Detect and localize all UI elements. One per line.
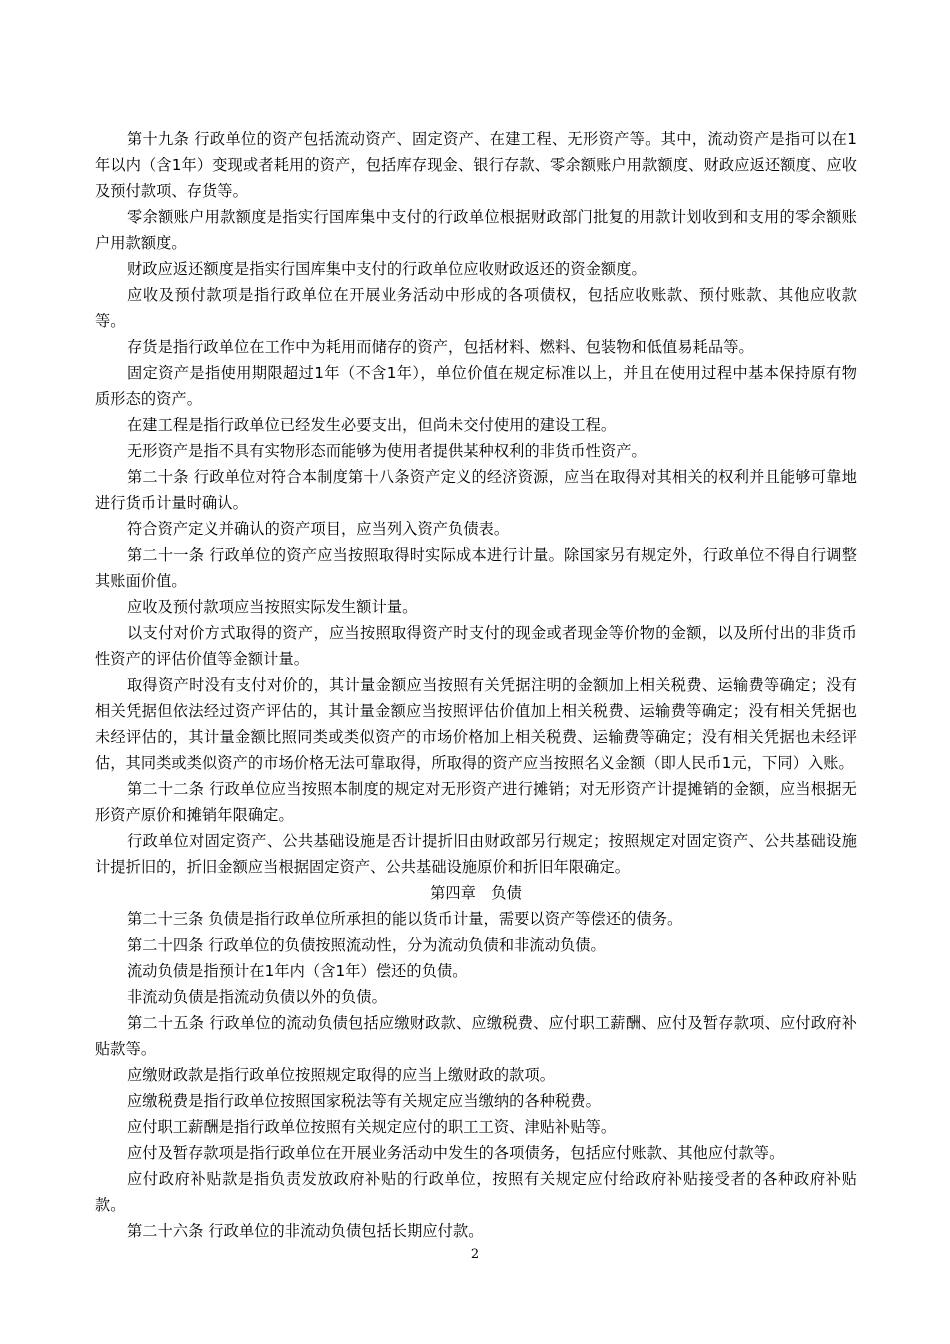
paragraph: 应付政府补贴款是指负责发放政府补贴的行政单位，按照有关规定应付给政府补贴接受者的各种政府补贴款。 (95, 1170, 857, 1214)
paragraph: 第二十四条 行政单位的负债按照流动性，分为流动负债和非流动负债。 (127, 936, 606, 954)
paragraph: 存货是指行政单位在工作中为耗用而储存的资产，包括材料、燃料、包装物和低值易耗品等。 (127, 338, 754, 356)
paragraph: 第二十三条 负债是指行政单位所承担的能以货币计量，需要以资产等偿还的债务。 (127, 910, 683, 928)
paragraph: 第二十条 行政单位对符合本制度第十八条资产定义的经济资源，应当在取得对其相关的权利并且能够可靠地进行货币计量时确认。 (95, 468, 857, 512)
paragraph: 以支付对价方式取得的资产，应当按照取得资产时支付的现金或者现金等价物的金额，以及所付出的非货币性资产的评估价值等金额计量。 (95, 624, 857, 668)
paragraph: 行政单位对固定资产、公共基础设施是否计提折旧由财政部另行规定；按照规定对固定资产、公共基础设施计提折旧的，折旧金额应当根据固定资产、公共基础设施原价和折旧年限确定。 (95, 832, 857, 876)
paragraph: 应收及预付款项应当按照实际发生额计量。 (127, 598, 418, 616)
paragraph: 应收及预付款项是指行政单位在开展业务活动中形成的各项债权，包括应收账款、预付账款、其他应收款等。 (95, 286, 857, 330)
paragraph: 第二十五条 行政单位的流动负债包括应缴财政款、应缴税费、应付职工薪酬、应付及暂存款项、应付政府补贴款等。 (95, 1014, 857, 1058)
paragraph: 流动负债是指预计在1年内（含1年）偿还的负债。 (127, 962, 468, 980)
paragraph: 应缴税费是指行政单位按照国家税法等有关规定应当缴纳的各种税费。 (127, 1092, 601, 1110)
paragraph: 财政应返还额度是指实行国库集中支付的行政单位应收财政返还的资金额度。 (127, 260, 647, 278)
paragraph: 在建工程是指行政单位已经发生必要支出，但尚未交付使用的建设工程。 (127, 416, 617, 434)
paragraph: 符合资产定义并确认的资产项目，应当列入资产负债表。 (127, 520, 510, 538)
paragraph: 非流动负债是指流动负债以外的负债。 (127, 988, 387, 1006)
paragraph: 应付及暂存款项是指行政单位在开展业务活动中发生的各项债务，包括应付账款、其他应付款等。 (127, 1144, 785, 1162)
paragraph: 应付职工薪酬是指行政单位按照有关规定应付的职工工资、津贴补贴等。 (127, 1118, 617, 1136)
paragraph: 固定资产是指使用期限超过1年（不含1年），单位价值在规定标准以上，并且在使用过程中基本保持原有物质形态的资产。 (95, 364, 857, 408)
paragraph: 应缴财政款是指行政单位按照规定取得的应当上缴财政的款项。 (127, 1066, 556, 1084)
paragraph: 取得资产时没有支付对价的，其计量金额应当按照有关凭据注明的金额加上相关税费、运输费等确定；没有相关凭据但依法经过资产评估的，其计量金额应当按照评估价值加上相关税费、运输费等确定；没有相关凭据也未经评估的，其计量金额比照同类或类似资产的市场价格加上相关税费、运输费等确定；没有相关凭据也未经评估，其同类或类似资产的市场价格无法可靠取得，所取得的资产应当按照名义金额（即人民币1元，下同）入账。 (95, 676, 857, 772)
paragraph: 第二十六条 行政单位的非流动负债包括长期应付款。 (127, 1222, 484, 1240)
chapter-heading: 第四章 负债 (430, 884, 522, 902)
paragraph: 无形资产是指不具有实物形态而能够为使用者提供某种权利的非货币性资产。 (127, 442, 647, 460)
paragraph: 第二十一条 行政单位的资产应当按照取得时实际成本进行计量。除国家另有规定外，行政单位不得自行调整其账面价值。 (95, 546, 857, 590)
document-body (95, 126, 857, 1244)
paragraph: 零余额账户用款额度是指实行国库集中支付的行政单位根据财政部门批复的用款计划收到和支用的零余额账户用款额度。 (95, 208, 857, 252)
paragraph: 第二十二条 行政单位应当按照本制度的规定对无形资产进行摊销；对无形资产计提摊销的金额，应当根据无形资产原价和摊销年限确定。 (95, 780, 857, 824)
page-number: 2 (470, 1247, 480, 1262)
paragraph: 第十九条 行政单位的资产包括流动资产、固定资产、在建工程、无形资产等。其中，流动资产是指可以在1年以内（含1年）变现或者耗用的资产，包括库存现金、银行存款、零余额账户用款额度、财政应返还额度、应收及预付款项、存货等。 (95, 130, 857, 200)
